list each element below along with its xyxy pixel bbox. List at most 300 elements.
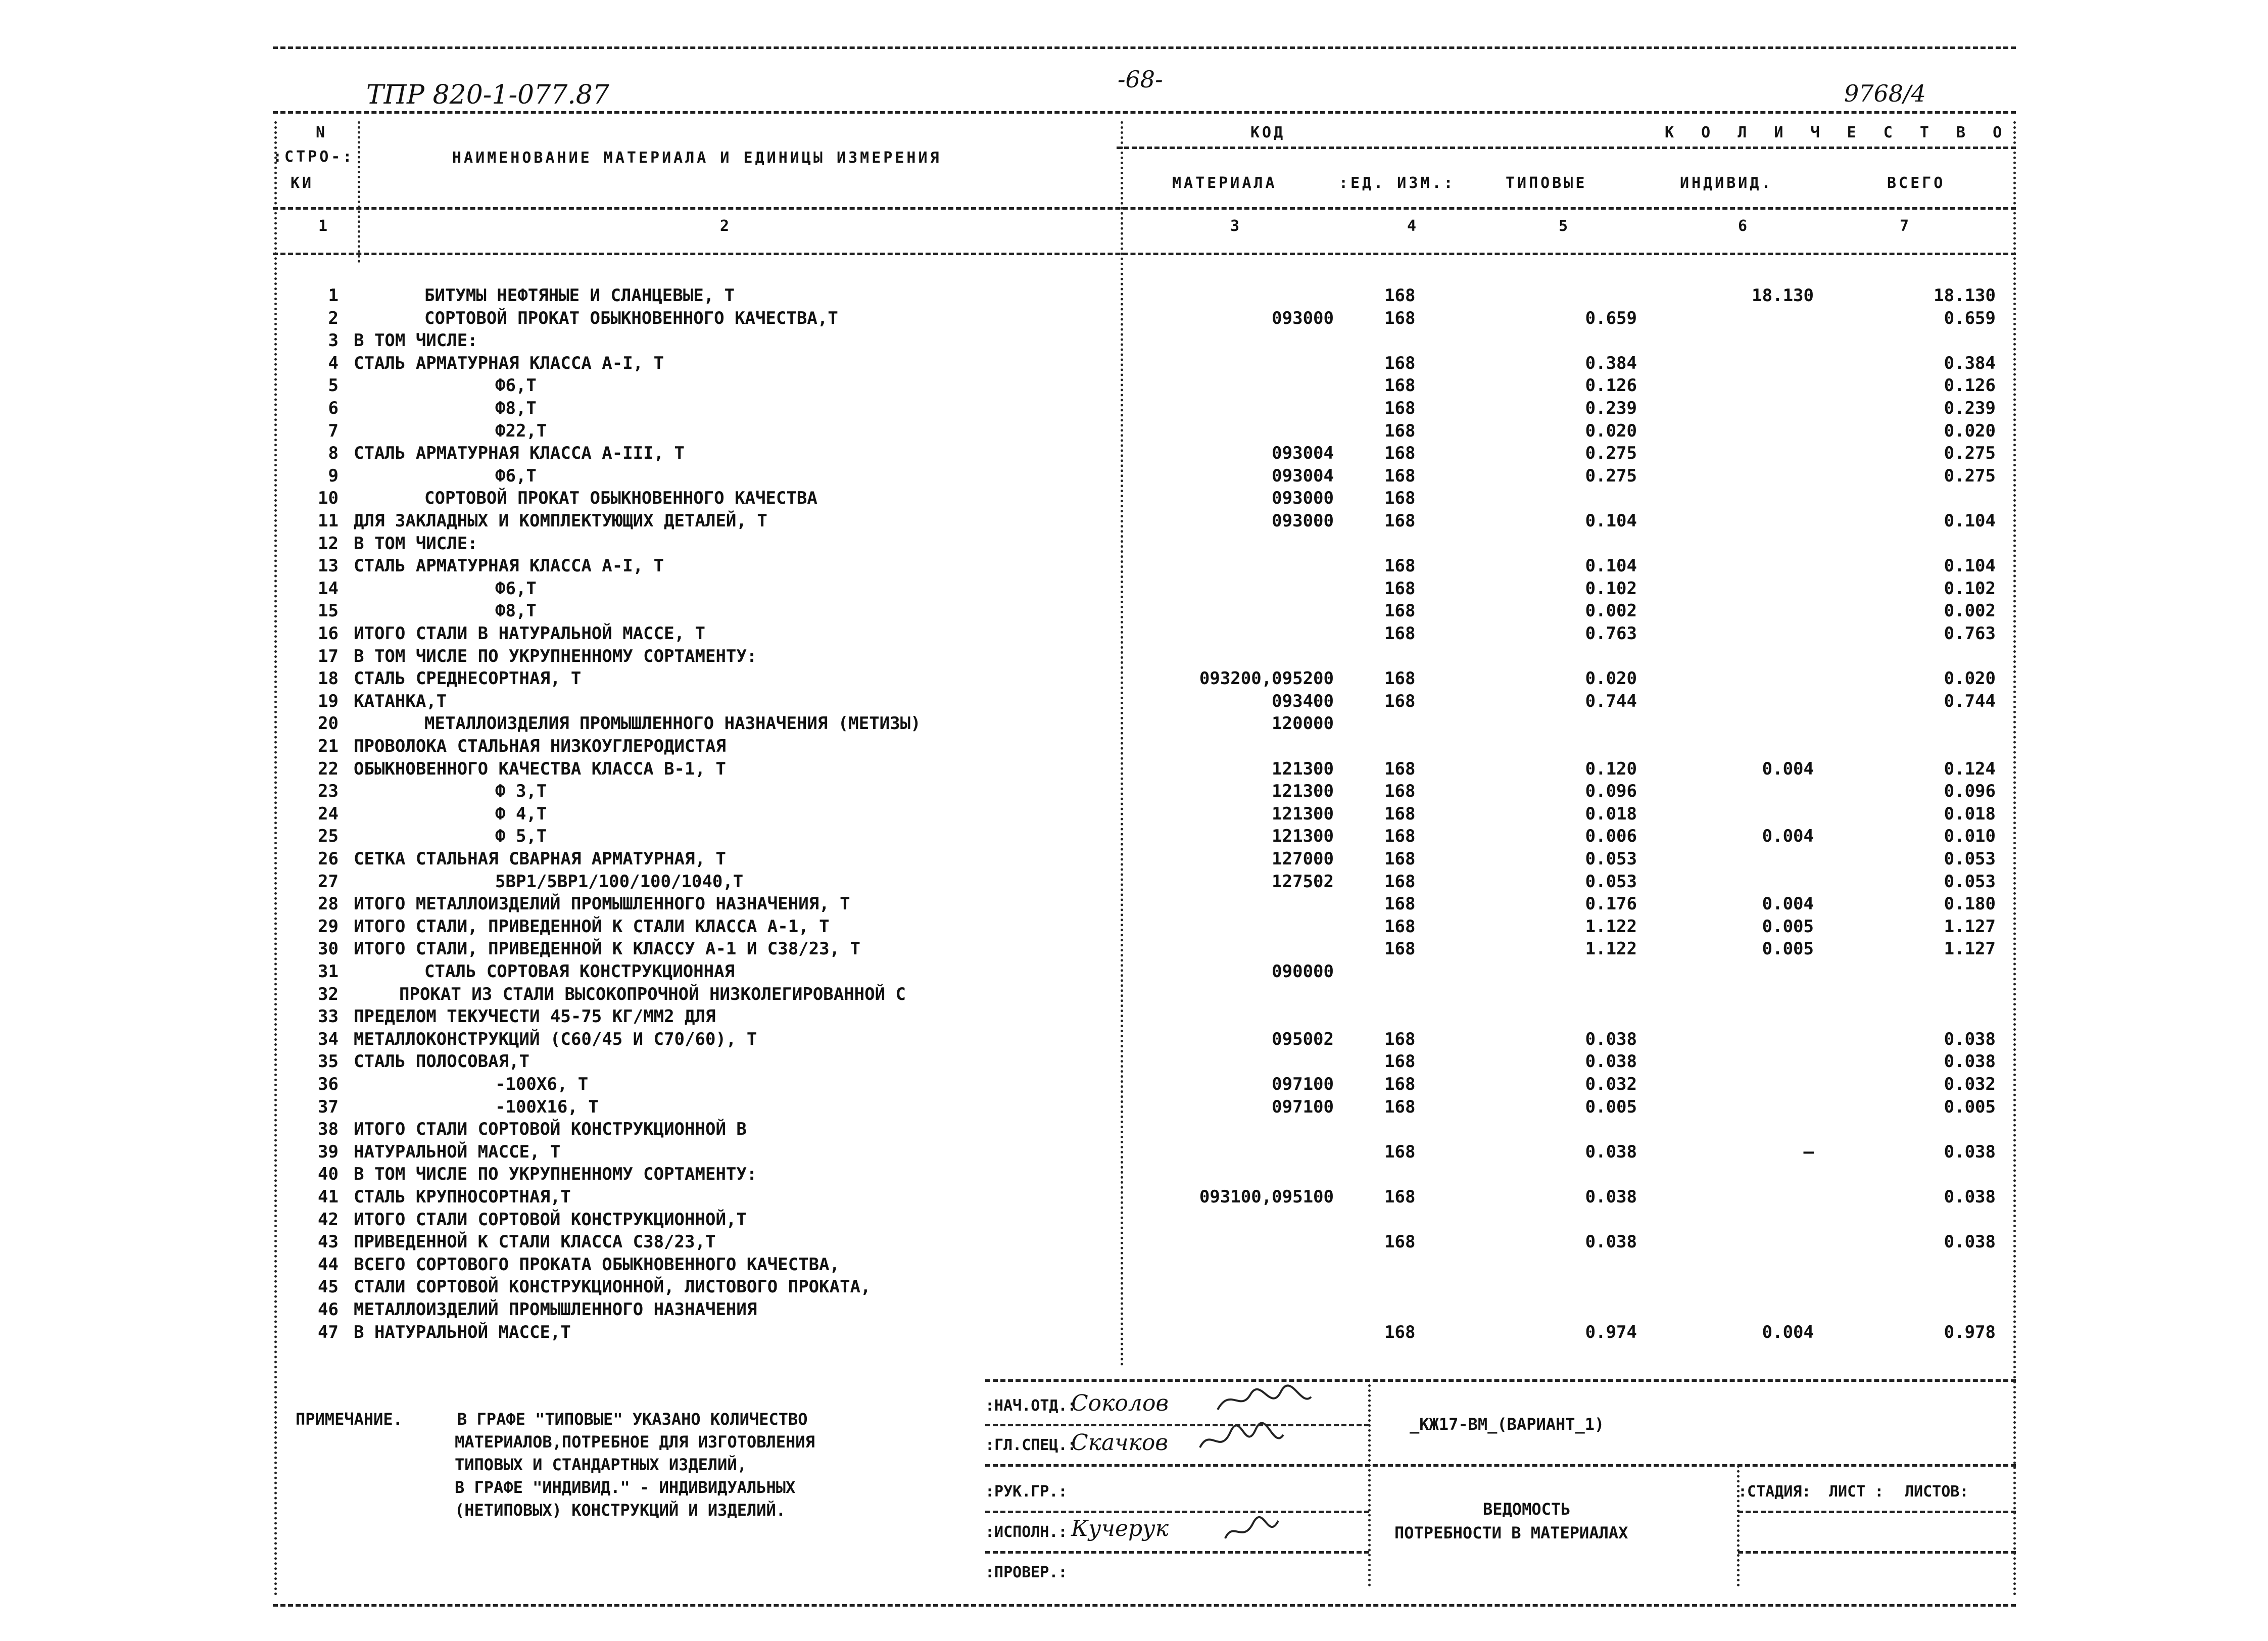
col-index: 7 [1900, 217, 1912, 235]
material-code: 090000 [1272, 961, 1334, 982]
row-number: 21 [318, 736, 339, 756]
material-code: 093000 [1272, 488, 1334, 509]
material-code: 097100 [1272, 1074, 1334, 1094]
material-code: 121300 [1272, 758, 1334, 779]
row-number: 15 [318, 601, 339, 621]
col-quantity-header: К О Л И Ч Е С Т В О [1665, 124, 2011, 141]
row-number: 19 [318, 691, 339, 711]
material-name: -100Х16, Т [495, 1096, 599, 1117]
qty-typical: 0.006 [1585, 826, 1637, 847]
qty-total: 0.038 [1944, 1232, 1996, 1252]
row-number: 40 [318, 1164, 339, 1185]
unit-code: 168 [1384, 668, 1416, 689]
material-name: ИТОГО МЕТАЛЛОИЗДЕЛИЙ ПРОМЫШЛЕННОГО НАЗНАЧЕНИЯ, Т [354, 894, 850, 914]
table-row [0, 759, 2268, 781]
col-index: 6 [1738, 217, 1750, 235]
role-head: :НАЧ.ОТД.: [985, 1397, 1077, 1415]
row-number: 44 [318, 1254, 339, 1275]
row-number: 31 [318, 961, 339, 982]
unit-code: 168 [1384, 1187, 1416, 1207]
material-name: БИТУМЫ НЕФТЯНЫЕ И СЛАНЦЕВЫЕ, Т [424, 285, 735, 306]
title-line [1738, 1551, 2016, 1554]
table-row [0, 556, 2268, 578]
material-name: КАТАНКА,Т [354, 691, 447, 711]
material-name: ПРЕДЕЛОМ ТЕКУЧЕСТИ 45-75 КГ/ММ2 ДЛЯ [354, 1006, 716, 1027]
unit-code: 168 [1384, 398, 1416, 418]
unit-code: 168 [1384, 1029, 1416, 1049]
material-code: 093004 [1272, 465, 1334, 486]
row-number: 18 [318, 668, 339, 689]
qty-typical: 0.384 [1585, 353, 1637, 373]
material-name: ВСЕГО СОРТОВОГО ПРОКАТА ОБЫКНОВЕННОГО КАЧЕСТВА, [354, 1254, 840, 1275]
qty-total: 0.239 [1944, 398, 1996, 418]
unit-code: 168 [1384, 511, 1416, 531]
unit-code: 168 [1384, 939, 1416, 959]
qty-total: 18.130 [1934, 285, 1996, 306]
material-name: В ТОМ ЧИСЛЕ ПО УКРУПНЕННОМУ СОРТАМЕНТУ: [354, 646, 757, 666]
material-name: СОРТОВОЙ ПРОКАТ ОБЫКНОВЕННОГО КАЧЕСТВА [424, 488, 817, 509]
name-exec-signature: Кучерук [1071, 1516, 1169, 1541]
material-name: Ф8,Т [495, 601, 537, 621]
qty-typical: 0.038 [1585, 1187, 1637, 1207]
title-line [985, 1551, 1369, 1554]
table-row [0, 308, 2268, 330]
material-code: 093100,095100 [1199, 1187, 1334, 1207]
unit-code: 168 [1384, 601, 1416, 621]
sheet-label: ЛИСТ : [1829, 1483, 1884, 1501]
qty-typical: 0.126 [1585, 375, 1637, 396]
material-code: 121300 [1272, 826, 1334, 847]
note-line: В ГРАФЕ "ИНДИВИД." - ИНДИВИДУАЛЬНЫХ [455, 1478, 796, 1497]
note-line: ТИПОВЫХ И СТАНДАРТНЫХ ИЗДЕЛИЙ, [455, 1455, 747, 1474]
unit-code: 168 [1384, 465, 1416, 486]
title-line [985, 1424, 1369, 1426]
qty-total: 0.104 [1944, 556, 1996, 576]
row-number: 47 [318, 1322, 339, 1342]
table-row [0, 466, 2268, 488]
unit-code: 168 [1384, 1074, 1416, 1094]
table-bottom-line [985, 1379, 2016, 1382]
material-name: Ф 4,Т [495, 803, 547, 824]
unit-code: 168 [1384, 894, 1416, 914]
material-name: Ф22,Т [495, 420, 547, 441]
row-number: 30 [318, 939, 339, 959]
table-row [0, 601, 2268, 623]
unit-code: 168 [1384, 623, 1416, 644]
material-name: ОБЫКНОВЕННОГО КАЧЕСТВА КЛАССА В-1, Т [354, 758, 726, 779]
row-number: 45 [318, 1277, 339, 1297]
table-row [0, 984, 2268, 1006]
material-name: МЕТАЛЛОИЗДЕЛИЙ ПРОМЫШЛЕННОГО НАЗНАЧЕНИЯ [354, 1299, 757, 1320]
material-code: 121300 [1272, 781, 1334, 802]
qty-total: 0.744 [1944, 691, 1996, 711]
qty-total: 0.384 [1944, 353, 1996, 373]
row-number: 8 [328, 443, 339, 464]
table-row [0, 1097, 2268, 1119]
material-name: СТАЛЬ АРМАТУРНАЯ КЛАССА А-III, Т [354, 443, 685, 464]
row-number: 25 [318, 826, 339, 847]
header-inner-line [1117, 147, 2016, 149]
material-name: ИТОГО СТАЛИ СОРТОВОЙ КОНСТРУКЦИОННОЙ В [354, 1119, 747, 1140]
table-row [0, 1006, 2268, 1029]
material-name: В ТОМ ЧИСЛЕ: [354, 330, 478, 351]
table-row [0, 804, 2268, 826]
row-number: 23 [318, 781, 339, 802]
table-row [0, 872, 2268, 894]
qty-typical: 0.275 [1585, 443, 1637, 464]
table-row [0, 1119, 2268, 1141]
table-row [0, 443, 2268, 465]
material-code: 093200,095200 [1199, 668, 1334, 689]
material-name: СТАЛЬ АРМАТУРНАЯ КЛАССА А-I, Т [354, 353, 664, 373]
qty-typical: 0.053 [1585, 871, 1637, 892]
qty-typical: 0.974 [1585, 1322, 1637, 1342]
material-code: 121300 [1272, 803, 1334, 824]
qty-typical: 0.002 [1585, 601, 1637, 621]
material-name: МЕТАЛЛОКОНСТРУКЦИЙ (С60/45 И С70/60), Т [354, 1029, 757, 1049]
row-number: 43 [318, 1232, 339, 1252]
row-number: 36 [318, 1074, 339, 1094]
row-number: 5 [328, 375, 339, 396]
row-number: 4 [328, 353, 339, 373]
table-row [0, 1074, 2268, 1096]
col-individual-header: ИНДИВИД. [1680, 174, 1773, 192]
material-name: МЕТАЛЛОИЗДЕЛИЯ ПРОМЫШЛЕННОГО НАЗНАЧЕНИЯ (МЕТИЗЫ) [424, 713, 921, 734]
table-row [0, 781, 2268, 803]
qty-total: 0.010 [1944, 826, 1996, 847]
qty-typical: 0.038 [1585, 1029, 1637, 1049]
table-row [0, 578, 2268, 601]
qty-total: 0.126 [1944, 375, 1996, 396]
col-index: 4 [1407, 217, 1419, 235]
role-check: :ПРОВЕР.: [985, 1564, 1068, 1581]
table-row [0, 1232, 2268, 1254]
qty-typical: 0.744 [1585, 691, 1637, 711]
col-num-label: :СТРО-: [273, 148, 355, 166]
note-line: МАТЕРИАЛОВ,ПОТРЕБНОЕ ДЛЯ ИЗГОТОВЛЕНИЯ [455, 1432, 815, 1452]
title-line [1738, 1511, 2016, 1513]
document-code: _КЖ17-ВМ_(ВАРИАНТ_1) [1410, 1415, 1605, 1434]
qty-typical: 0.053 [1585, 849, 1637, 869]
qty-typical: 0.239 [1585, 398, 1637, 418]
col-unit-header: :ЕД. ИЗМ.: [1339, 174, 1456, 192]
row-number: 24 [318, 803, 339, 824]
qty-individual: 18.130 [1752, 285, 1814, 306]
qty-individual: 0.004 [1762, 1322, 1814, 1342]
material-name: СТАЛЬ СОРТОВАЯ КОНСТРУКЦИОННАЯ [424, 961, 735, 982]
row-number: 32 [318, 984, 339, 1004]
material-name: ПРОКАТ ИЗ СТАЛИ ВЫСОКОПРОЧНОЙ НИЗКОЛЕГИРОВАННОЙ С [399, 984, 906, 1004]
title-separator [1368, 1384, 1371, 1586]
table-row [0, 736, 2268, 758]
qty-individual: 0.005 [1762, 939, 1814, 959]
table-row [0, 623, 2268, 646]
col-index: 5 [1559, 217, 1571, 235]
table-row [0, 646, 2268, 668]
table-row [0, 353, 2268, 375]
row-number: 14 [318, 578, 339, 599]
unit-code: 168 [1384, 285, 1416, 306]
bottom-border [273, 1604, 2016, 1607]
material-name: Ф 5,Т [495, 826, 547, 847]
qty-total: 0.005 [1944, 1096, 1996, 1117]
qty-typical: 0.005 [1585, 1096, 1637, 1117]
title-line [985, 1464, 2016, 1467]
unit-code: 168 [1384, 916, 1416, 937]
unit-code: 168 [1384, 849, 1416, 869]
row-number: 42 [318, 1209, 339, 1230]
qty-total: 0.102 [1944, 578, 1996, 599]
unit-code: 168 [1384, 375, 1416, 396]
row-number: 6 [328, 398, 339, 418]
material-name: В ТОМ ЧИСЛЕ: [354, 533, 478, 554]
qty-total: 0.020 [1944, 420, 1996, 441]
role-exec: :ИСПОЛН.: [985, 1523, 1068, 1541]
unit-code: 168 [1384, 1051, 1416, 1072]
header-underline [273, 111, 2016, 114]
material-code: 095002 [1272, 1029, 1334, 1049]
table-row [0, 1029, 2268, 1051]
col-separator [358, 121, 360, 263]
qty-total: 0.124 [1944, 758, 1996, 779]
material-name: В НАТУРАЛЬНОЙ МАССЕ,Т [354, 1322, 571, 1342]
material-code: 097100 [1272, 1096, 1334, 1117]
qty-total: 0.096 [1944, 781, 1996, 802]
qty-typical: 0.104 [1585, 511, 1637, 531]
table-row [0, 826, 2268, 848]
top-border [273, 46, 2016, 49]
qty-typical: 0.659 [1585, 308, 1637, 328]
qty-total: 0.053 [1944, 871, 1996, 892]
unit-code: 168 [1384, 1232, 1416, 1252]
table-row [0, 668, 2268, 691]
material-name: 5ВР1/5ВР1/100/100/1040,Т [495, 871, 744, 892]
col-name-header: НАИМЕНОВАНИЕ МАТЕРИАЛА И ЕДИНИЦЫ ИЗМЕРЕНИЯ [452, 149, 942, 167]
unit-code: 168 [1384, 353, 1416, 373]
row-number: 1 [328, 285, 339, 306]
qty-total: 1.127 [1944, 916, 1996, 937]
material-name: -100Х6, Т [495, 1074, 589, 1094]
row-number: 10 [318, 488, 339, 509]
col-index: 2 [720, 217, 732, 235]
row-number: 29 [318, 916, 339, 937]
row-number: 12 [318, 533, 339, 554]
table-row [0, 534, 2268, 556]
row-number: 34 [318, 1029, 339, 1049]
row-number: 9 [328, 465, 339, 486]
row-number: 28 [318, 894, 339, 914]
note-line: В ГРАФЕ "ТИПОВЫЕ" УКАЗАНО КОЛИЧЕСТВО [457, 1410, 808, 1429]
material-name: СТАЛЬ КРУПНОСОРТНАЯ,Т [354, 1187, 571, 1207]
name-spec-signature: Скачков [1071, 1430, 1168, 1456]
col-index: 3 [1230, 217, 1242, 235]
table-row [0, 1254, 2268, 1277]
qty-individual: 0.004 [1762, 758, 1814, 779]
qty-typical: 0.120 [1585, 758, 1637, 779]
row-number: 2 [328, 308, 339, 328]
material-code: 127502 [1272, 871, 1334, 892]
table-row [0, 1051, 2268, 1074]
unit-code: 168 [1384, 826, 1416, 847]
material-code: 093400 [1272, 691, 1334, 711]
unit-code: 168 [1384, 781, 1416, 802]
qty-typical: 0.763 [1585, 623, 1637, 644]
unit-code: 168 [1384, 691, 1416, 711]
qty-total: 0.038 [1944, 1029, 1996, 1049]
material-name: Ф6,Т [495, 578, 537, 599]
material-name: ДЛЯ ЗАКЛАДНЫХ И КОМПЛЕКТУЮЩИХ ДЕТАЛЕЙ, Т [354, 511, 767, 531]
table-row [0, 1210, 2268, 1232]
row-number: 46 [318, 1299, 339, 1320]
qty-total: 0.002 [1944, 601, 1996, 621]
unit-code: 168 [1384, 1322, 1416, 1342]
table-row [0, 421, 2268, 443]
material-name: СОРТОВОЙ ПРОКАТ ОБЫКНОВЕННОГО КАЧЕСТВА,Т [424, 308, 838, 328]
qty-total: 0.104 [1944, 511, 1996, 531]
row-number: 33 [318, 1006, 339, 1027]
table-row [0, 511, 2268, 533]
unit-code: 168 [1384, 556, 1416, 576]
qty-typical: 0.018 [1585, 803, 1637, 824]
table-row [0, 1277, 2268, 1299]
table-row [0, 1299, 2268, 1322]
qty-total: 0.275 [1944, 465, 1996, 486]
col-material-header: МАТЕРИАЛА [1172, 174, 1277, 192]
material-name: ПРИВЕДЕННОЙ К СТАЛИ КЛАССА С38/23,Т [354, 1232, 716, 1252]
table-row [0, 375, 2268, 398]
table-row [0, 398, 2268, 420]
header-bottom-line [273, 207, 2016, 210]
material-code: 127000 [1272, 849, 1334, 869]
material-name: ИТОГО СТАЛИ, ПРИВЕДЕННОЙ К СТАЛИ КЛАССА А-1, Т [354, 916, 830, 937]
row-number: 35 [318, 1051, 339, 1072]
qty-individual: 0.004 [1762, 894, 1814, 914]
signature-exec [1223, 1513, 1298, 1549]
qty-typical: 0.038 [1585, 1232, 1637, 1252]
note-lead: ПРИМЕЧАНИЕ. [296, 1410, 403, 1429]
title-separator [1737, 1465, 1740, 1586]
qty-total: 0.038 [1944, 1187, 1996, 1207]
qty-typical: 1.122 [1585, 916, 1637, 937]
qty-typical: 0.102 [1585, 578, 1637, 599]
sheets-label: ЛИСТОВ: [1905, 1483, 1969, 1501]
qty-total: 0.053 [1944, 849, 1996, 869]
index-row-line [273, 253, 2016, 255]
qty-total: 0.020 [1944, 668, 1996, 689]
qty-typical: 0.032 [1585, 1074, 1637, 1094]
table-row [0, 894, 2268, 916]
material-code: 120000 [1272, 713, 1334, 734]
col-index: 1 [318, 217, 330, 235]
material-name: Ф6,Т [495, 465, 537, 486]
col-total-header: ВСЕГО [1887, 174, 1946, 192]
qty-typical: 0.020 [1585, 420, 1637, 441]
material-name: СТАЛЬ АРМАТУРНАЯ КЛАССА А-I, Т [354, 556, 664, 576]
row-number: 3 [328, 330, 339, 351]
row-number: 37 [318, 1096, 339, 1117]
qty-typical: 0.096 [1585, 781, 1637, 802]
unit-code: 168 [1384, 443, 1416, 464]
material-name: СТАЛЬ ПОЛОСОВАЯ,Т [354, 1051, 529, 1072]
qty-typical: 0.020 [1585, 668, 1637, 689]
qty-total: 0.180 [1944, 894, 1996, 914]
signature-spec [1197, 1422, 1298, 1458]
qty-typical: 0.038 [1585, 1051, 1637, 1072]
row-number: 7 [328, 420, 339, 441]
material-name: Ф 3,Т [495, 781, 547, 802]
col-num-label: N [316, 124, 328, 141]
material-code: 093000 [1272, 308, 1334, 328]
stage-label: :СТАДИЯ: [1738, 1483, 1811, 1501]
row-number: 26 [318, 849, 339, 869]
table-row [0, 1164, 2268, 1186]
qty-individual: — [1803, 1141, 1814, 1162]
unit-code: 168 [1384, 488, 1416, 509]
material-code: 093004 [1272, 443, 1334, 464]
table-row [0, 939, 2268, 961]
material-name: СЕТКА СТАЛЬНАЯ СВАРНАЯ АРМАТУРНАЯ, Т [354, 849, 726, 869]
qty-total: 0.275 [1944, 443, 1996, 464]
table-row [0, 488, 2268, 510]
row-number: 13 [318, 556, 339, 576]
material-name: ИТОГО СТАЛИ В НАТУРАЛЬНОЙ МАССЕ, Т [354, 623, 705, 644]
page-number: -68- [1118, 66, 1163, 93]
qty-total: 0.038 [1944, 1141, 1996, 1162]
material-name: ИТОГО СТАЛИ СОРТОВОЙ КОНСТРУКЦИОННОЙ,Т [354, 1209, 747, 1230]
material-name: НАТУРАЛЬНОЙ МАССЕ, Т [354, 1141, 561, 1162]
table-row [0, 961, 2268, 984]
row-number: 20 [318, 713, 339, 734]
table-row [0, 713, 2268, 736]
table-row [0, 691, 2268, 713]
unit-code: 168 [1384, 803, 1416, 824]
unit-code: 168 [1384, 578, 1416, 599]
table-row [0, 1187, 2268, 1209]
title-line [985, 1511, 1369, 1513]
row-number: 22 [318, 758, 339, 779]
row-number: 41 [318, 1187, 339, 1207]
doc-title: ВЕДОМОСТЬ [1483, 1500, 1571, 1519]
table-row [0, 330, 2268, 353]
material-name: СТАЛИ СОРТОВОЙ КОНСТРУКЦИОННОЙ, ЛИСТОВОГО ПРОКАТА, [354, 1277, 871, 1297]
material-name: Ф8,Т [495, 398, 537, 418]
unit-code: 168 [1384, 758, 1416, 779]
table-row [0, 1142, 2268, 1164]
doc-title: ПОТРЕБНОСТИ В МАТЕРИАЛАХ [1394, 1523, 1628, 1542]
unit-code: 168 [1384, 1141, 1416, 1162]
table-row [0, 916, 2268, 939]
table-row [0, 849, 2268, 871]
qty-total: 0.763 [1944, 623, 1996, 644]
table-row [0, 1322, 2268, 1344]
material-name: В ТОМ ЧИСЛЕ ПО УКРУПНЕННОМУ СОРТАМЕНТУ: [354, 1164, 757, 1185]
row-number: 11 [318, 511, 339, 531]
unit-code: 168 [1384, 420, 1416, 441]
col-num-label: КИ [291, 174, 314, 192]
qty-total: 0.659 [1944, 308, 1996, 328]
table-row [0, 285, 2268, 308]
material-code: 093000 [1272, 511, 1334, 531]
col-typical-header: ТИПОВЫЕ [1506, 174, 1587, 192]
material-name: ПРОВОЛОКА СТАЛЬНАЯ НИЗКОУГЛЕРОДИСТАЯ [354, 736, 726, 756]
qty-typical: 0.176 [1585, 894, 1637, 914]
qty-total: 1.127 [1944, 939, 1996, 959]
doc-number: ТПР 820-1-077.87 [366, 80, 609, 110]
qty-typical: 1.122 [1585, 939, 1637, 959]
name-head-signature: Соколов [1071, 1390, 1169, 1416]
row-number: 16 [318, 623, 339, 644]
qty-total: 0.978 [1944, 1322, 1996, 1342]
